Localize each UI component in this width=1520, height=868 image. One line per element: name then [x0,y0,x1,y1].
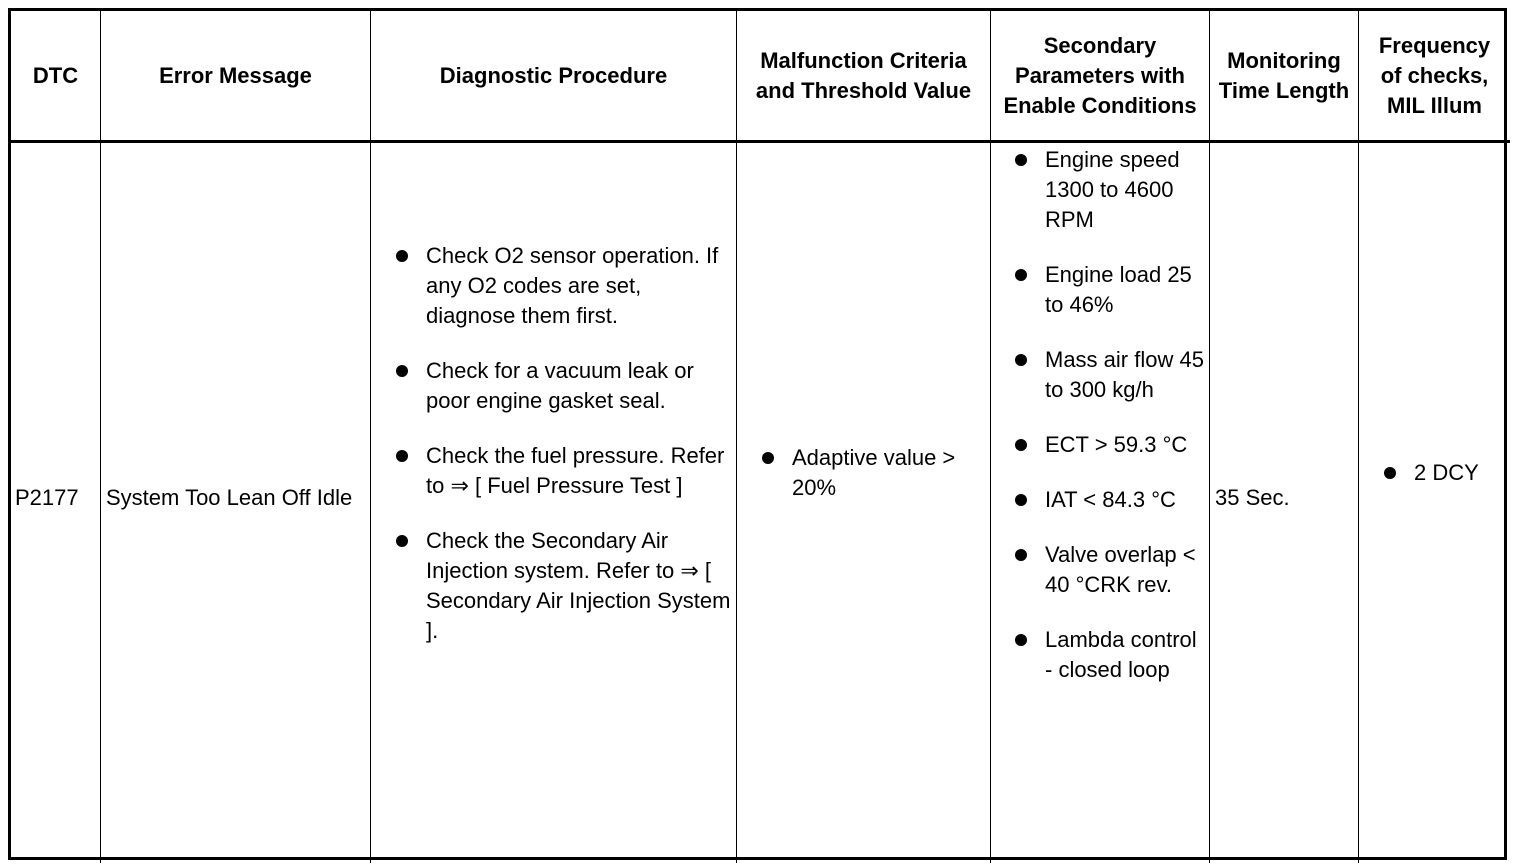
cell-malfunction-criteria [737,143,991,863]
header-secondary-parameters: Secondary Parameters with Enable Conditions [991,11,1210,143]
cell-diagnostic-procedure [371,143,737,863]
list-item: Engine load 25 to 46% [1012,260,1207,320]
frequency-list [1381,458,1510,488]
bullet-icon [1015,549,1027,561]
dtc-table [8,8,1507,860]
bullet-icon [1384,467,1396,479]
bullet-icon [396,450,408,462]
header-dtc: DTC [11,11,101,143]
bullet-icon [762,452,774,464]
list-item: Check the Secondary Air Injection system. Refer to ⇒ [ Secondary Air Injection System ]. [393,526,732,646]
list-item: Valve overlap < 40 °CRK rev. [1012,540,1207,600]
list-item: Mass air flow 45 to 300 kg/h [1012,345,1207,405]
cell-monitoring-time [1210,143,1359,863]
bullet-icon [1015,634,1027,646]
bullet-icon [396,535,408,547]
list-item: ECT > 59.3 °C [1012,430,1207,460]
cell-secondary-parameters [991,143,1210,863]
header-malfunction-criteria: Malfunction Criteria and Threshold Value [737,11,991,143]
cell-error-message [101,143,371,863]
list-item: Lambda control - closed loop [1012,625,1207,685]
list-item: 2 DCY [1381,458,1510,488]
bullet-icon [396,365,408,377]
header-frequency: Frequency of checks, MIL Illum [1359,11,1510,143]
list-item: Adaptive value > 20% [759,443,984,503]
malfunction-criteria-list [759,443,984,503]
diagnostic-procedure-list [393,241,732,646]
list-item: Check O2 sensor operation. If any O2 codes are set, diagnose them first. [393,241,732,331]
list-item: Check for a vacuum leak or poor engine gasket seal. [393,356,732,416]
secondary-parameters-list [1012,145,1207,685]
bullet-icon [1015,269,1027,281]
cell-dtc [11,143,101,863]
list-item: IAT < 84.3 °C [1012,485,1207,515]
bullet-icon [1015,439,1027,451]
header-monitoring-time: Monitoring Time Length [1210,11,1359,143]
monitoring-time-text: 35 Sec. [1215,485,1290,510]
list-item: Engine speed 1300 to 4600 RPM [1012,145,1207,235]
dtc-code: P2177 [15,485,79,510]
bullet-icon [396,250,408,262]
bullet-icon [1015,154,1027,166]
bullet-icon [1015,354,1027,366]
header-diagnostic-procedure: Diagnostic Procedure [371,11,737,143]
error-message-text: System Too Lean Off Idle [106,485,353,510]
header-error-message: Error Message [101,11,371,143]
bullet-icon [1015,494,1027,506]
cell-frequency [1359,143,1510,863]
list-item: Check the fuel pressure. Refer to ⇒ [ Fuel Pressure Test ] [393,441,732,501]
